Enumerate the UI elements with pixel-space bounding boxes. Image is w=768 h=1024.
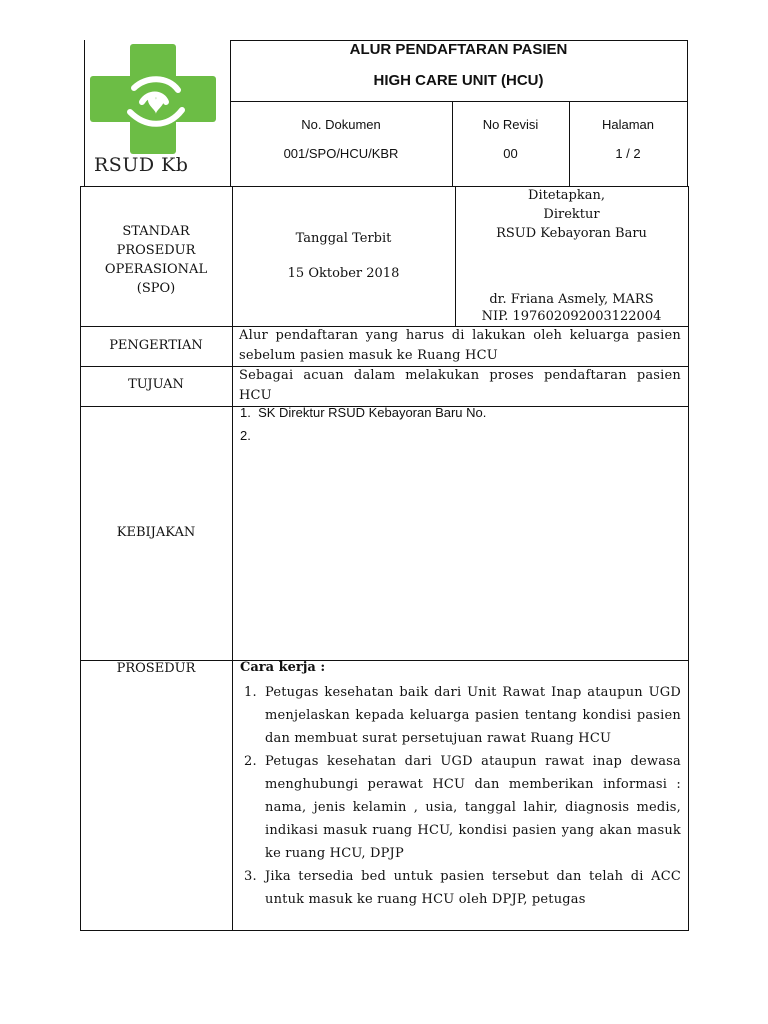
spo-label-line1: STANDAR: [122, 224, 190, 239]
approval-line2: Direktur: [543, 207, 600, 222]
procedure-step-text: Petugas kesehatan baik dari Unit Rawat Inap ataupun UGD menjelaskan kepada keluarga pasien tentang kondisi pasien dan membuat surat persetujuan rawat Ruang HCU: [265, 685, 681, 746]
doc-no-value: 001/SPO/HCU/KBR: [283, 146, 399, 161]
pengertian-text: Alur pendaftaran yang harus di lakukan oleh keluarga pasien sebelum pasien masuk ke Ruang HCU: [239, 328, 681, 363]
document-title-line2: HIGH CARE UNIT (HCU): [373, 72, 544, 89]
spo-label-line3: OPERASIONAL: [104, 262, 208, 277]
tujuan-text: Sebagai acuan dalam melakukan proses pendaftaran pasien HCU: [239, 368, 681, 403]
kebijakan-item-1: 1. SK Direktur RSUD Kebayoran Baru No.: [240, 405, 487, 420]
revision-label: No Revisi: [482, 117, 539, 132]
tujuan-label: TUJUAN: [128, 377, 184, 392]
logo: [86, 40, 228, 185]
signer-name: dr. Friana Asmely, MARS: [489, 292, 654, 307]
approval-line3: RSUD Kebayoran Baru: [496, 226, 647, 241]
procedure-step: [239, 681, 681, 750]
prosedur-label: PROSEDUR: [116, 661, 196, 676]
kebijakan-label: KEBIJAKAN: [116, 525, 196, 540]
revision-value: 00: [503, 146, 518, 161]
page-label: Halaman: [601, 117, 655, 132]
procedure-list: [239, 681, 681, 929]
procedure-step-number: 2.: [244, 754, 257, 769]
logo-text: RSUD Kb: [94, 154, 189, 176]
spo-label-line4: (SPO): [136, 281, 176, 296]
doc-no-label: No. Dokumen: [301, 117, 381, 132]
procedure-step-text: Jika tersedia bed untuk pasien tersebut dan telah di ACC untuk masuk ke ruang HCU oleh DPJP, petugas: [265, 869, 681, 907]
spo-label: [80, 222, 232, 298]
approval-block: [455, 186, 688, 243]
procedure-step-text: Petugas kesehatan dari UGD ataupun rawat inap dewasa menghubungi perawat HCU dan memberikan informasi : nama, jenis kelamin , usia, tanggal lahir, diagnosis medis, indikasi masuk ruang HCU, kondisi pasien yang akan masuk ke ruang HCU, DPJP: [265, 754, 681, 861]
signer-nip: NIP. 197602092003122004: [481, 309, 662, 324]
approval-line1: Ditetapkan,: [528, 188, 605, 203]
issue-date-value: 15 Oktober 2018: [287, 266, 400, 281]
spo-label-line2: PROSEDUR: [116, 243, 196, 258]
kebijakan-item-2: 2.: [240, 428, 251, 443]
procedure-step: [239, 865, 681, 911]
cara-kerja-heading: Cara kerja :: [240, 660, 326, 675]
procedure-step-number: 1.: [244, 685, 257, 700]
procedure-step-number: 3.: [244, 869, 257, 884]
page-value: 1 / 2: [615, 146, 641, 161]
issue-date-label: Tanggal Terbit: [295, 231, 392, 246]
pengertian-label: PENGERTIAN: [109, 338, 203, 353]
document-title-line1: ALUR PENDAFTARAN PASIEN: [349, 41, 568, 58]
procedure-step: [239, 750, 681, 865]
